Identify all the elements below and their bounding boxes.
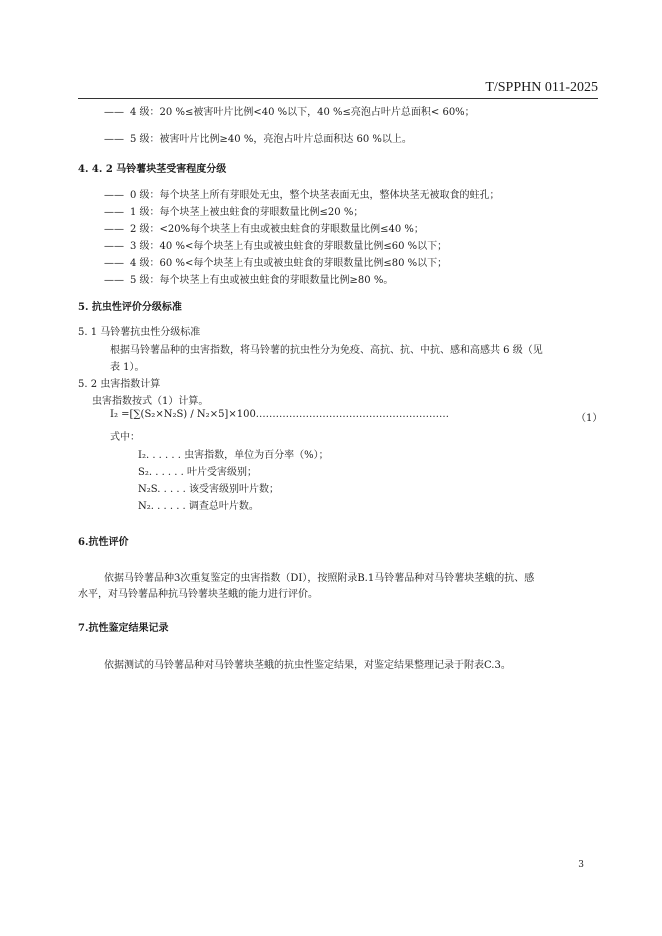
list-text: 4 级：20 %≤被害叶片比例<40 %以下，40 %≤亮泡占叶片总面积< 60%； [130, 107, 475, 118]
paragraph-5-1-line1: 根据马铃薯品种的虫害指数，将马铃薯的抗虫性分为免疫、高抗、抗、中抗、感和高感共 6 级（见 [110, 345, 543, 356]
list-dash: —— [104, 190, 124, 201]
list-item [104, 203, 363, 218]
paragraph-5-2: 虫害指数按式（1）计算。 [92, 396, 209, 407]
standard-number: T/SPPHN 011-2025 [485, 80, 598, 95]
definition-item: S₂. . . . . . 叶片受害级别； [138, 467, 258, 478]
list-dash: —— [104, 241, 124, 252]
list-text: 1 级：每个块茎上被虫蛀食的芽眼数量比例≤20 %； [130, 207, 364, 218]
list-dash: —— [104, 107, 124, 118]
list-text: 5 级：被害叶片比例≥40 %，亮泡占叶片总面积达 60 %以上。 [130, 134, 412, 145]
list-item [104, 271, 393, 286]
subsection-heading-5-2: 5. 2 虫害指数计算 [78, 379, 161, 390]
paragraph-6-line1: 依据马铃薯品种3次重复鉴定的虫害指数（DI），按照附录B.1马铃薯品种对马铃薯块茎蛾的抗、感 [104, 573, 535, 584]
formula-number: （1） [576, 409, 602, 424]
formula-line [110, 409, 600, 420]
formula-leader-dots: ………………………………………………… [258, 409, 449, 420]
page-number: 3 [578, 860, 584, 870]
formula: I₂ =[∑(S₂×N₂S) / N₂×5]×100. [110, 409, 259, 420]
list-dash: —— [104, 224, 124, 235]
list-dash: —— [104, 134, 124, 145]
list-dash: —— [104, 275, 124, 286]
paragraph-7: 依据测试的马铃薯品种对马铃薯块茎蛾的抗虫性鉴定结果，对鉴定结果整理记录于附表C.3。 [104, 660, 511, 671]
list-item [104, 103, 475, 118]
list-text: 2 级：<20%每个块茎上有虫或被虫蛀食的芽眼数量比例≤40 %； [130, 224, 424, 235]
list-item [104, 237, 447, 252]
where-label: 式中： [110, 432, 140, 443]
section-heading-7: 7.抗性鉴定结果记录 [78, 623, 169, 634]
list-dash: —— [104, 258, 124, 269]
list-item [104, 220, 424, 235]
definition-item: I₂. . . . . . 虫害指数，单位为百分率（%）； [138, 450, 329, 461]
list-text: 5 级：每个块茎上有虫或被虫蛀食的芽眼数量比例≥80 %。 [130, 275, 394, 286]
header-rule [78, 98, 598, 99]
definition-item: N₂. . . . . . 调查总叶片数。 [138, 501, 259, 512]
paragraph-6-line2: 水平，对马铃薯品种抗马铃薯块茎蛾的能力进行评价。 [78, 589, 318, 600]
section-heading-5: 5. 抗虫性评价分级标准 [78, 302, 182, 313]
definition-item: N₂S. . . . . 该受害级别叶片数； [138, 484, 280, 495]
section-heading-4-4-2: 4. 4. 2 马铃薯块茎受害程度分级 [78, 164, 227, 175]
paragraph-5-1-line2: 表 1）。 [110, 362, 145, 373]
list-text: 0 级：每个块茎上所有芽眼处无虫，整个块茎表面无虫，整体块茎无被取食的蛀孔； [130, 190, 500, 201]
list-item [104, 254, 447, 269]
list-dash: —— [104, 207, 124, 218]
list-item [104, 130, 412, 145]
list-item [104, 186, 500, 201]
section-heading-6: 6.抗性评价 [78, 537, 129, 548]
subsection-heading-5-1: 5. 1 马铃薯抗虫性分级标准 [78, 327, 201, 338]
list-text: 4 级：60 %<每个块茎上有虫或被虫蛀食的芽眼数量比例≤80 %以下； [130, 258, 448, 269]
list-text: 3 级：40 %<每个块茎上有虫或被虫蛀食的芽眼数量比例≤60 %以下； [130, 241, 448, 252]
